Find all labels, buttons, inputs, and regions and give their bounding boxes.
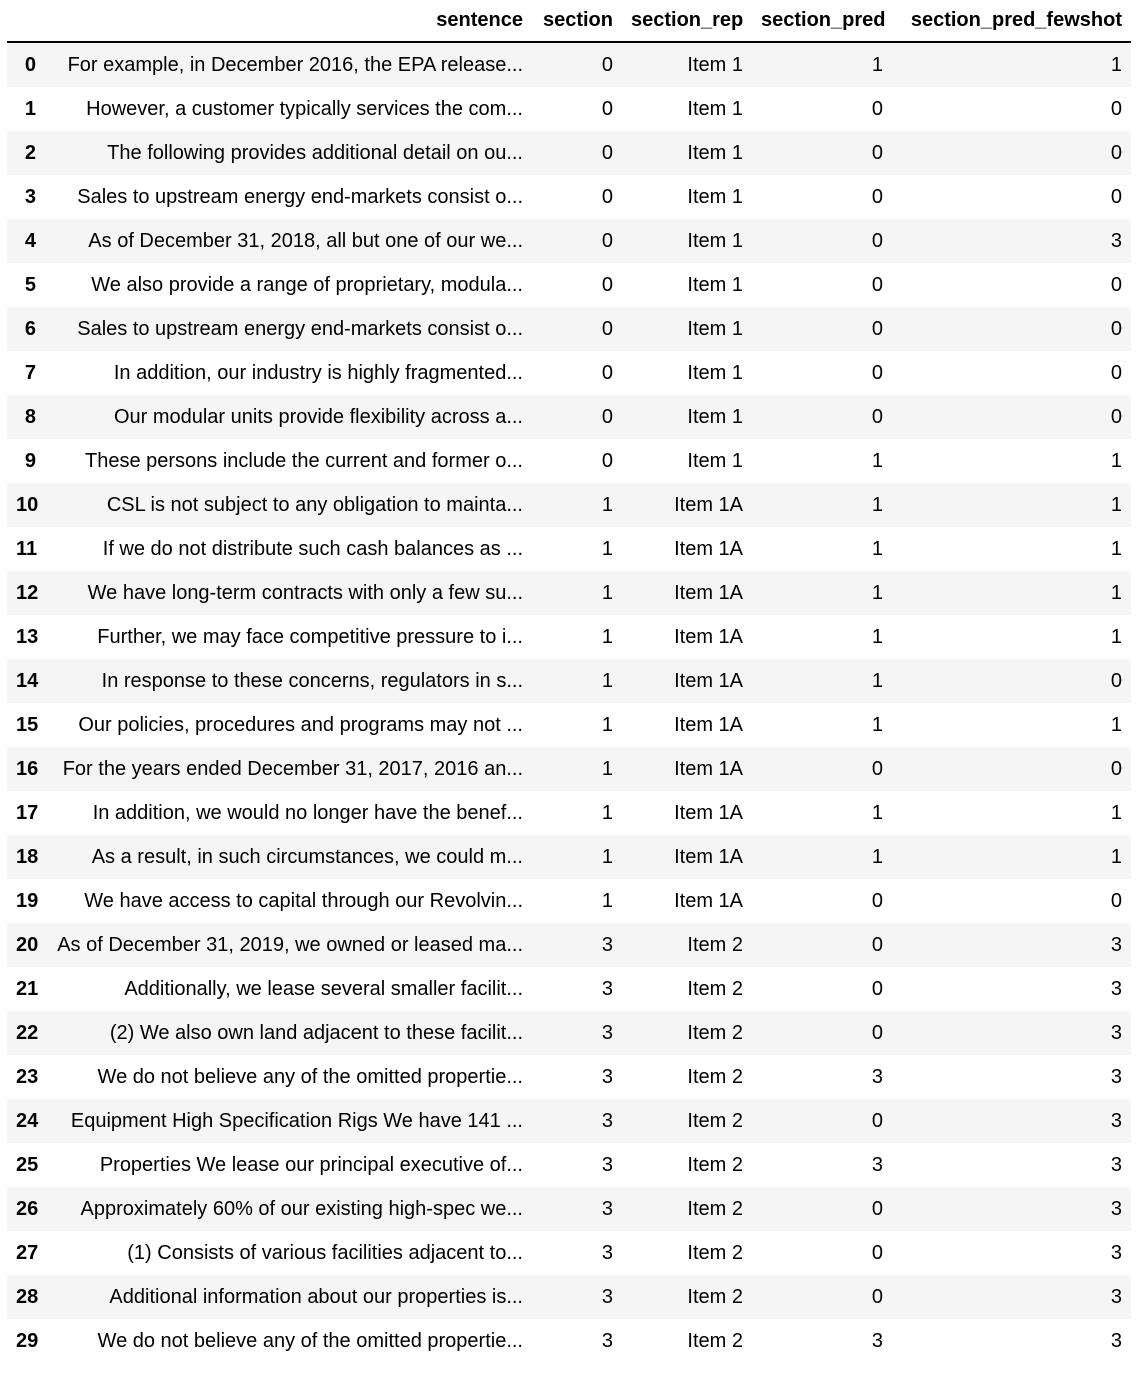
cell-section-pred-fewshot: 3 xyxy=(1110,230,1122,252)
cell-section: 0 xyxy=(601,230,613,252)
cell-sentence: Sales to upstream energy end-markets consist o... xyxy=(77,186,523,208)
cell-section-rep: Item 1A xyxy=(674,670,743,692)
cell-sentence: For example, in December 2016, the EPA release... xyxy=(67,54,523,76)
table-row xyxy=(7,1319,1131,1363)
cell-section-rep: Item 1A xyxy=(674,582,743,604)
cell-section-pred-fewshot: 1 xyxy=(1110,846,1122,868)
dataframe-header xyxy=(7,0,1131,42)
cell-section-rep: Item 2 xyxy=(687,1066,743,1088)
cell-sentence: (1) Consists of various facilities adjacent to... xyxy=(127,1242,523,1264)
cell-section-pred-fewshot: 0 xyxy=(1110,670,1122,692)
cell-section-pred-fewshot: 3 xyxy=(1110,1330,1122,1352)
cell-section-pred-fewshot: 0 xyxy=(1110,406,1122,428)
cell-section-pred-fewshot: 3 xyxy=(1110,1110,1122,1132)
cell-section: 1 xyxy=(601,846,613,868)
table-row xyxy=(7,483,1131,527)
cell-sentence: In addition, our industry is highly fragmented... xyxy=(113,362,523,384)
row-index: 25 xyxy=(16,1154,39,1176)
cell-section-pred-fewshot: 0 xyxy=(1110,318,1122,340)
cell-section-pred: 0 xyxy=(871,318,883,340)
row-index: 17 xyxy=(16,802,39,824)
cell-section-rep: Item 1A xyxy=(674,714,743,736)
cell-section-rep: Item 1 xyxy=(687,142,743,164)
cell-section-pred-fewshot: 1 xyxy=(1110,714,1122,736)
cell-section-pred: 1 xyxy=(871,846,883,868)
cell-section: 3 xyxy=(601,1286,613,1308)
cell-sentence: Our modular units provide flexibility across a... xyxy=(113,406,523,428)
cell-sentence: Equipment High Specification Rigs We have 141 ... xyxy=(70,1110,523,1132)
cell-section-pred-fewshot: 3 xyxy=(1110,1198,1122,1220)
table-row xyxy=(7,1055,1131,1099)
row-index: 12 xyxy=(16,582,39,604)
cell-section-rep: Item 1A xyxy=(674,890,743,912)
cell-sentence: Further, we may face competitive pressure to i... xyxy=(97,626,523,648)
cell-section: 3 xyxy=(601,1330,613,1352)
table-row xyxy=(7,219,1131,263)
row-index: 0 xyxy=(24,54,36,76)
table-row xyxy=(7,571,1131,615)
row-index: 26 xyxy=(16,1198,39,1220)
cell-sentence: We have access to capital through our Revolvin... xyxy=(84,890,523,912)
column-header-section-pred-fewshot: section_pred_fewshot xyxy=(892,0,1131,42)
table-row xyxy=(7,659,1131,703)
cell-section-rep: Item 2 xyxy=(687,1330,743,1352)
row-index: 22 xyxy=(16,1022,39,1044)
cell-section: 1 xyxy=(601,802,613,824)
cell-section: 3 xyxy=(601,1022,613,1044)
cell-section-pred: 1 xyxy=(871,802,883,824)
cell-sentence: However, a customer typically services the com... xyxy=(86,98,523,120)
dataframe-table xyxy=(7,0,1131,1363)
row-index: 13 xyxy=(16,626,39,648)
cell-section-rep: Item 1A xyxy=(674,846,743,868)
table-row xyxy=(7,42,1131,87)
cell-section-rep: Item 1A xyxy=(674,626,743,648)
row-index: 14 xyxy=(16,670,39,692)
row-index: 8 xyxy=(24,406,36,428)
cell-section-pred: 0 xyxy=(871,758,883,780)
cell-sentence: Our policies, procedures and programs may not ... xyxy=(78,714,523,736)
row-index: 15 xyxy=(16,714,39,736)
cell-sentence: These persons include the current and former o... xyxy=(84,450,523,472)
cell-sentence: We also provide a range of proprietary, modula... xyxy=(91,274,523,296)
row-index: 27 xyxy=(16,1242,39,1264)
cell-sentence: Properties We lease our principal executive of... xyxy=(99,1154,523,1176)
table-row xyxy=(7,307,1131,351)
cell-section-pred-fewshot: 1 xyxy=(1110,494,1122,516)
cell-section: 3 xyxy=(601,1110,613,1132)
column-header-sentence: sentence xyxy=(45,0,532,42)
cell-section-pred: 1 xyxy=(871,538,883,560)
table-row xyxy=(7,175,1131,219)
cell-section-pred-fewshot: 1 xyxy=(1110,450,1122,472)
cell-sentence: The following provides additional detail on ou... xyxy=(107,142,523,164)
cell-section: 0 xyxy=(601,54,613,76)
cell-section-pred: 0 xyxy=(871,230,883,252)
header-row xyxy=(7,0,1131,42)
column-header-section-pred: section_pred xyxy=(752,0,892,42)
cell-section-pred-fewshot: 3 xyxy=(1110,1066,1122,1088)
cell-section-pred: 1 xyxy=(871,626,883,648)
cell-section-pred-fewshot: 3 xyxy=(1110,1286,1122,1308)
cell-section-pred: 1 xyxy=(871,450,883,472)
cell-sentence: As a result, in such circumstances, we could m... xyxy=(91,846,523,868)
table-row xyxy=(7,967,1131,1011)
cell-section-pred-fewshot: 0 xyxy=(1110,274,1122,296)
cell-section-rep: Item 1 xyxy=(687,406,743,428)
cell-section-rep: Item 1A xyxy=(674,538,743,560)
cell-sentence: If we do not distribute such cash balances as ... xyxy=(102,538,523,560)
cell-sentence: In addition, we would no longer have the benef... xyxy=(92,802,523,824)
cell-section: 3 xyxy=(601,1198,613,1220)
cell-section-rep: Item 1 xyxy=(687,318,743,340)
cell-section-pred-fewshot: 1 xyxy=(1110,54,1122,76)
table-row xyxy=(7,1187,1131,1231)
row-index: 3 xyxy=(24,186,36,208)
row-index: 16 xyxy=(16,758,39,780)
table-row xyxy=(7,879,1131,923)
cell-section: 1 xyxy=(601,494,613,516)
table-row xyxy=(7,1275,1131,1319)
cell-section-pred-fewshot: 0 xyxy=(1110,758,1122,780)
cell-section-pred: 0 xyxy=(871,1242,883,1264)
table-row xyxy=(7,703,1131,747)
cell-sentence: In response to these concerns, regulators in s... xyxy=(101,670,523,692)
table-row xyxy=(7,1143,1131,1187)
cell-section-pred-fewshot: 0 xyxy=(1110,890,1122,912)
cell-section-pred-fewshot: 0 xyxy=(1110,186,1122,208)
row-index: 1 xyxy=(24,98,36,120)
column-header-section: section xyxy=(532,0,622,42)
row-index: 29 xyxy=(16,1330,39,1352)
row-index: 5 xyxy=(24,274,36,296)
cell-section: 0 xyxy=(601,362,613,384)
cell-section-rep: Item 1 xyxy=(687,98,743,120)
cell-section: 1 xyxy=(601,538,613,560)
cell-section-pred: 0 xyxy=(871,142,883,164)
table-row xyxy=(7,747,1131,791)
cell-section-rep: Item 2 xyxy=(687,1242,743,1264)
dataframe-body xyxy=(7,42,1131,1363)
cell-section-rep: Item 1 xyxy=(687,362,743,384)
cell-section-pred: 1 xyxy=(871,494,883,516)
cell-section-pred-fewshot: 0 xyxy=(1110,142,1122,164)
cell-section-pred: 0 xyxy=(871,186,883,208)
cell-section-rep: Item 1 xyxy=(687,54,743,76)
cell-section: 3 xyxy=(601,1154,613,1176)
cell-section-rep: Item 2 xyxy=(687,1154,743,1176)
cell-section-rep: Item 1 xyxy=(687,186,743,208)
row-index: 20 xyxy=(16,934,39,956)
cell-sentence: Additionally, we lease several smaller facilit... xyxy=(124,978,523,1000)
cell-section-rep: Item 2 xyxy=(687,1286,743,1308)
cell-section: 0 xyxy=(601,142,613,164)
cell-section-rep: Item 2 xyxy=(687,1022,743,1044)
cell-section-pred-fewshot: 1 xyxy=(1110,802,1122,824)
cell-section-pred: 0 xyxy=(871,978,883,1000)
cell-section-pred-fewshot: 0 xyxy=(1110,362,1122,384)
cell-section-pred: 3 xyxy=(871,1154,883,1176)
cell-section: 0 xyxy=(601,186,613,208)
cell-section-rep: Item 1 xyxy=(687,450,743,472)
cell-section-pred: 1 xyxy=(871,582,883,604)
cell-section-pred-fewshot: 3 xyxy=(1110,934,1122,956)
table-row xyxy=(7,263,1131,307)
cell-section: 1 xyxy=(601,582,613,604)
table-row xyxy=(7,835,1131,879)
cell-section-pred-fewshot: 3 xyxy=(1110,1154,1122,1176)
cell-section-pred: 3 xyxy=(871,1330,883,1352)
row-index: 7 xyxy=(24,362,36,384)
row-index: 21 xyxy=(16,978,39,1000)
cell-section-pred: 0 xyxy=(871,890,883,912)
index-column-header xyxy=(7,0,45,42)
table-row xyxy=(7,351,1131,395)
cell-section-pred: 3 xyxy=(871,1066,883,1088)
cell-section-pred: 1 xyxy=(871,54,883,76)
cell-section-pred-fewshot: 1 xyxy=(1110,538,1122,560)
cell-section-pred-fewshot: 1 xyxy=(1110,582,1122,604)
table-row xyxy=(7,439,1131,483)
cell-section-pred: 0 xyxy=(871,1198,883,1220)
cell-section: 3 xyxy=(601,934,613,956)
cell-section: 3 xyxy=(601,978,613,1000)
cell-section: 3 xyxy=(601,1066,613,1088)
cell-section-pred-fewshot: 3 xyxy=(1110,978,1122,1000)
cell-section: 0 xyxy=(601,98,613,120)
cell-sentence: We do not believe any of the omitted propertie... xyxy=(97,1066,523,1088)
table-row xyxy=(7,1011,1131,1055)
cell-section-rep: Item 2 xyxy=(687,1110,743,1132)
column-header-section-rep: section_rep xyxy=(622,0,752,42)
cell-sentence: Additional information about our properties is... xyxy=(109,1286,523,1308)
row-index: 24 xyxy=(16,1110,39,1132)
cell-sentence: We have long-term contracts with only a few su... xyxy=(87,582,523,604)
cell-section: 0 xyxy=(601,274,613,296)
cell-sentence: Sales to upstream energy end-markets consist o... xyxy=(77,318,523,340)
cell-section-pred: 0 xyxy=(871,274,883,296)
cell-sentence: For the years ended December 31, 2017, 2016 an... xyxy=(62,758,523,780)
cell-sentence: We do not believe any of the omitted propertie... xyxy=(97,1330,523,1352)
cell-section-rep: Item 1 xyxy=(687,274,743,296)
cell-section: 1 xyxy=(601,758,613,780)
table-row xyxy=(7,395,1131,439)
row-index: 23 xyxy=(16,1066,39,1088)
table-row xyxy=(7,87,1131,131)
table-row xyxy=(7,1099,1131,1143)
cell-sentence: (2) We also own land adjacent to these facilit... xyxy=(109,1022,523,1044)
cell-section-pred: 0 xyxy=(871,1110,883,1132)
cell-section: 0 xyxy=(601,406,613,428)
cell-sentence: As of December 31, 2018, all but one of our we... xyxy=(88,230,523,252)
cell-section-pred: 0 xyxy=(871,98,883,120)
row-index: 18 xyxy=(16,846,39,868)
cell-sentence: As of December 31, 2019, we owned or leased ma... xyxy=(57,934,523,956)
cell-section-pred: 0 xyxy=(871,406,883,428)
cell-section-pred: 0 xyxy=(871,934,883,956)
cell-section: 1 xyxy=(601,626,613,648)
cell-section: 1 xyxy=(601,714,613,736)
cell-sentence: Approximately 60% of our existing high-spec we... xyxy=(80,1198,523,1220)
row-index: 2 xyxy=(24,142,36,164)
cell-section-pred-fewshot: 3 xyxy=(1110,1022,1122,1044)
cell-section-rep: Item 1 xyxy=(687,230,743,252)
cell-section-rep: Item 1A xyxy=(674,494,743,516)
table-row xyxy=(7,1231,1131,1275)
cell-section: 1 xyxy=(601,670,613,692)
row-index: 9 xyxy=(24,450,36,472)
cell-section: 0 xyxy=(601,318,613,340)
table-row xyxy=(7,791,1131,835)
cell-section-pred-fewshot: 0 xyxy=(1110,98,1122,120)
table-row xyxy=(7,615,1131,659)
row-index: 6 xyxy=(24,318,36,340)
cell-section-rep: Item 2 xyxy=(687,934,743,956)
cell-section-pred-fewshot: 3 xyxy=(1110,1242,1122,1264)
cell-section: 3 xyxy=(601,1242,613,1264)
row-index: 10 xyxy=(16,494,39,516)
cell-section-rep: Item 1A xyxy=(674,802,743,824)
table-row xyxy=(7,923,1131,967)
table-row xyxy=(7,527,1131,571)
cell-section-rep: Item 1A xyxy=(674,758,743,780)
cell-section-rep: Item 2 xyxy=(687,978,743,1000)
cell-section-pred: 0 xyxy=(871,1286,883,1308)
cell-section-pred-fewshot: 1 xyxy=(1110,626,1122,648)
cell-section-pred: 1 xyxy=(871,670,883,692)
table-row xyxy=(7,131,1131,175)
row-index: 19 xyxy=(16,890,39,912)
cell-sentence: CSL is not subject to any obligation to mainta... xyxy=(106,494,523,516)
cell-section: 0 xyxy=(601,450,613,472)
cell-section: 1 xyxy=(601,890,613,912)
cell-section-pred: 0 xyxy=(871,1022,883,1044)
cell-section-pred: 1 xyxy=(871,714,883,736)
cell-section-pred: 0 xyxy=(871,362,883,384)
cell-section-rep: Item 2 xyxy=(687,1198,743,1220)
row-index: 11 xyxy=(16,538,38,560)
row-index: 28 xyxy=(16,1286,39,1308)
row-index: 4 xyxy=(24,230,36,252)
